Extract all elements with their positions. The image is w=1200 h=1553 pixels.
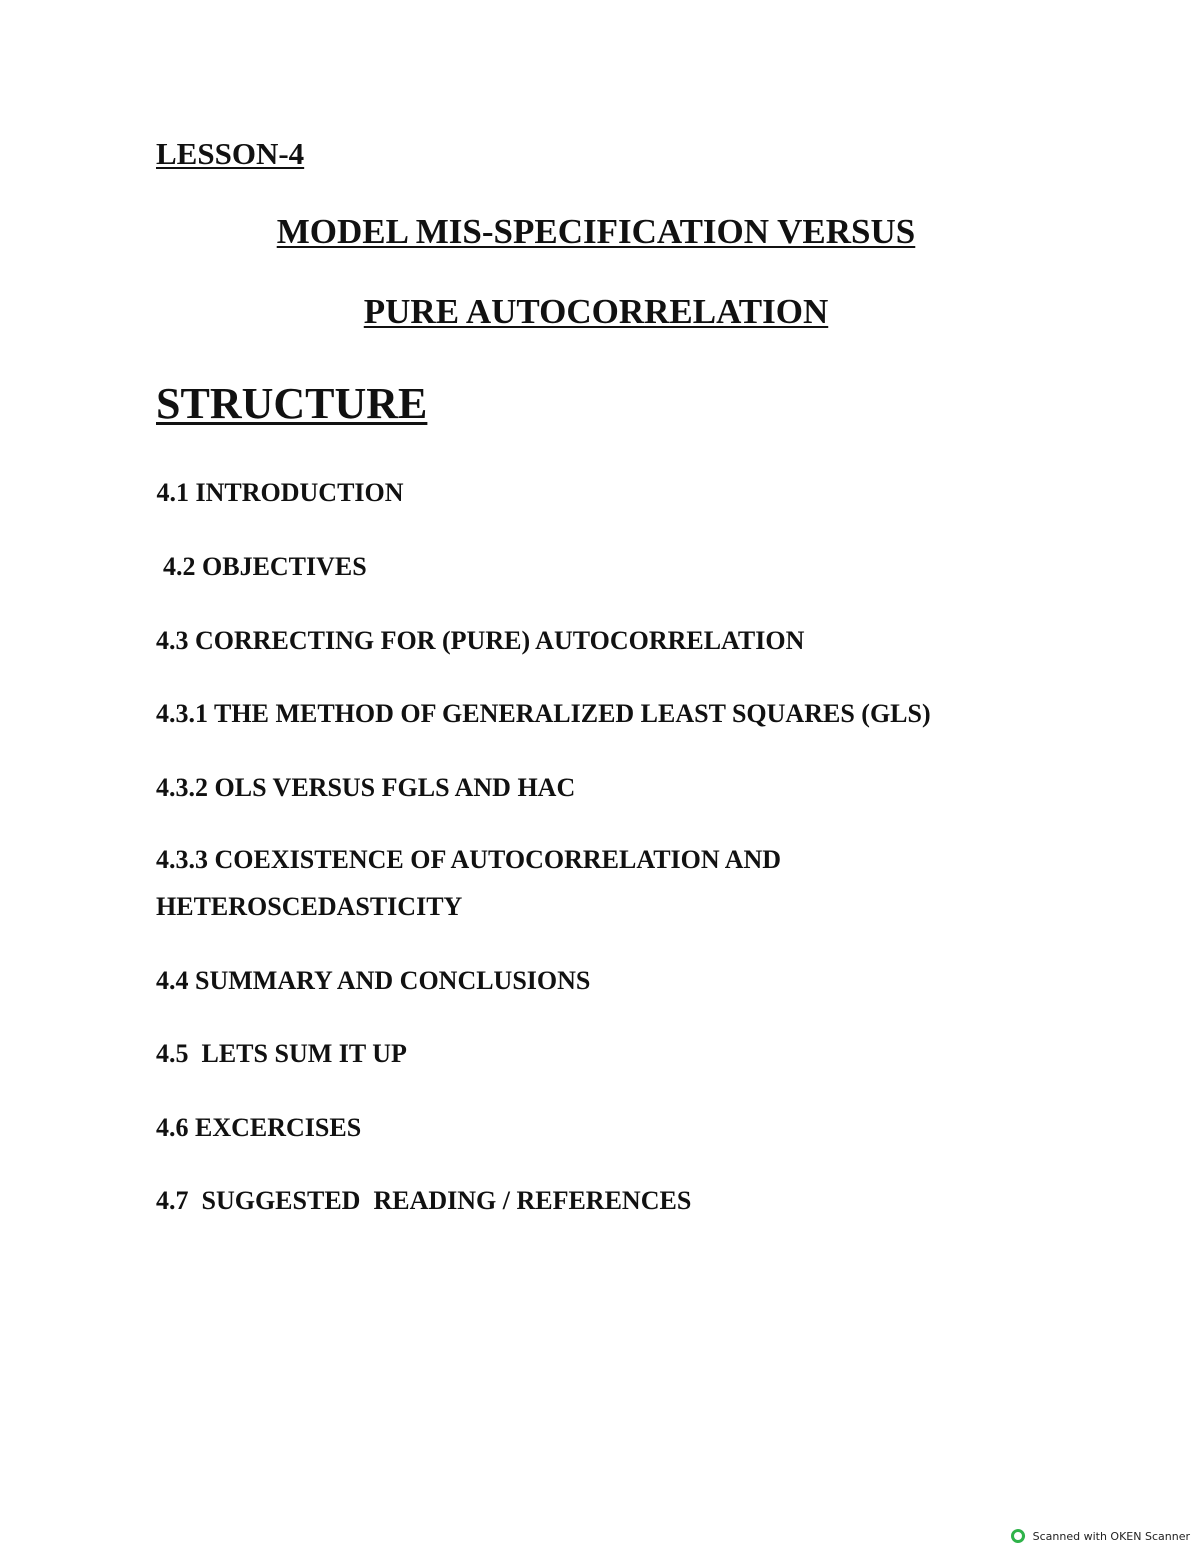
toc-item: 4.6 EXCERCISES [156,1113,362,1142]
title-line-1: MODEL MIS-SPECIFICATION VERSUS [276,212,916,251]
toc-item: 4.3 CORRECTING FOR (PURE) AUTOCORRELATION [156,626,805,655]
toc-item: 4.2 OBJECTIVES [150,552,367,581]
toc-item: 4.3.3 COEXISTENCE OF AUTOCORRELATION AND [156,845,782,874]
oken-scanner-logo-icon [1011,1528,1027,1544]
toc-item: HETEROSCEDASTICITY [156,892,463,921]
toc-item: 4.1 INTRODUCTION [150,478,404,507]
lesson-heading: LESSON-4 [156,136,305,171]
toc-item: 4.5 LETS SUM IT UP [156,1039,407,1068]
toc-item: 4.7 SUGGESTED READING / REFERENCES [156,1186,692,1215]
title-line-2: PURE AUTOCORRELATION [363,292,829,331]
toc-item: 4.4 SUMMARY AND CONCLUSIONS [156,966,591,995]
toc-item: 4.3.2 OLS VERSUS FGLS AND HAC [156,773,576,802]
scanner-text: Scanned with OKEN Scanner [1032,1529,1190,1543]
structure-heading: STRUCTURE [156,379,428,428]
scanner-watermark [1011,1528,1190,1544]
toc-item: 4.3.1 THE METHOD OF GENERALIZED LEAST SQUARES (GLS) [156,699,931,728]
